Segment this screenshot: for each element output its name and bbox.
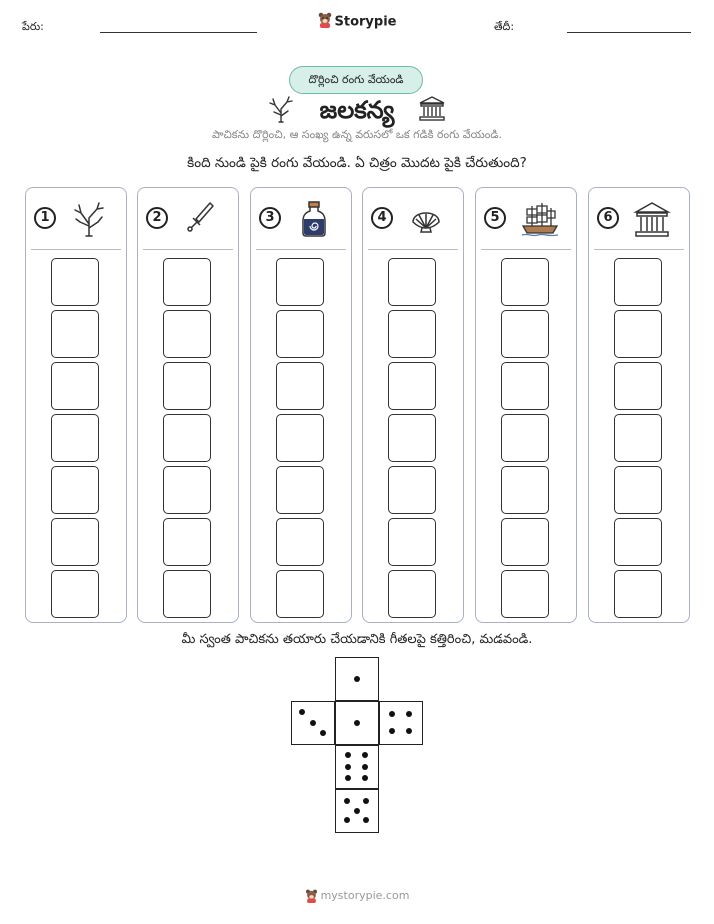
color-box[interactable] bbox=[276, 362, 324, 410]
dice-face-3 bbox=[291, 701, 335, 745]
color-box[interactable] bbox=[388, 258, 436, 306]
color-box[interactable] bbox=[51, 362, 99, 410]
color-box[interactable] bbox=[51, 570, 99, 618]
color-box[interactable] bbox=[501, 310, 549, 358]
dice-net-instruction: మీ స్వంత పాచికను తయారు చేయడానికి గీతలపై కత్తిరించి, మడవండి. bbox=[181, 632, 533, 647]
color-box[interactable] bbox=[501, 466, 549, 514]
dice-pip bbox=[363, 798, 369, 804]
color-box[interactable] bbox=[163, 518, 211, 566]
dice-pip bbox=[363, 817, 369, 823]
color-box[interactable] bbox=[501, 258, 549, 306]
title-temple-icon bbox=[418, 95, 446, 125]
color-box[interactable] bbox=[614, 258, 662, 306]
dice-pip bbox=[354, 720, 360, 726]
color-box[interactable] bbox=[276, 310, 324, 358]
color-box[interactable] bbox=[388, 362, 436, 410]
column-number: 2 bbox=[146, 207, 168, 229]
dice-pip bbox=[345, 752, 351, 758]
color-box[interactable] bbox=[163, 258, 211, 306]
ship-icon bbox=[520, 200, 558, 238]
dice-pip bbox=[299, 709, 305, 715]
color-box[interactable] bbox=[501, 362, 549, 410]
dice-pip bbox=[389, 711, 395, 717]
column-number: 6 bbox=[597, 207, 619, 229]
dice-pip bbox=[406, 711, 412, 717]
name-label: పేరు: bbox=[22, 20, 44, 33]
color-box[interactable] bbox=[614, 362, 662, 410]
color-box[interactable] bbox=[163, 310, 211, 358]
dice-face-1 bbox=[335, 657, 379, 701]
color-box[interactable] bbox=[614, 414, 662, 462]
footer-bear-icon bbox=[305, 889, 318, 903]
color-box[interactable] bbox=[163, 414, 211, 462]
color-box[interactable] bbox=[163, 570, 211, 618]
sword-icon bbox=[182, 200, 220, 238]
color-box[interactable] bbox=[276, 466, 324, 514]
date-label: తేదీ: bbox=[494, 20, 515, 33]
color-box[interactable] bbox=[51, 518, 99, 566]
color-box[interactable] bbox=[388, 570, 436, 618]
column-4 bbox=[362, 187, 464, 623]
column-number: 1 bbox=[34, 207, 56, 229]
color-box[interactable] bbox=[388, 518, 436, 566]
column-6 bbox=[588, 187, 690, 623]
color-box[interactable] bbox=[388, 466, 436, 514]
brand-name: Storypie bbox=[334, 14, 397, 30]
column-number: 3 bbox=[259, 207, 281, 229]
potion-bottle-icon bbox=[295, 200, 333, 238]
instruction-text: కింది నుండి పైకి రంగు వేయండి. ఏ చిత్రం మొదట పైకి చేరుతుంది? bbox=[187, 155, 527, 171]
column-divider bbox=[143, 249, 233, 250]
color-box[interactable] bbox=[614, 518, 662, 566]
dice-pip bbox=[362, 752, 368, 758]
column-2 bbox=[137, 187, 239, 623]
bear-logo-icon bbox=[318, 12, 332, 32]
dice-pip bbox=[354, 676, 360, 682]
color-box[interactable] bbox=[388, 414, 436, 462]
column-5 bbox=[475, 187, 577, 623]
dice-pip bbox=[389, 728, 395, 734]
dice-pip bbox=[310, 720, 316, 726]
column-divider bbox=[368, 249, 458, 250]
page-title: జలకన్య bbox=[319, 96, 395, 124]
color-box[interactable] bbox=[614, 570, 662, 618]
dice-pip bbox=[344, 817, 350, 823]
dice-pip bbox=[362, 775, 368, 781]
dice-pip bbox=[320, 730, 326, 736]
color-box[interactable] bbox=[51, 310, 99, 358]
seashell-icon bbox=[407, 200, 445, 238]
footer-url[interactable]: mystorypie.com bbox=[320, 889, 410, 902]
column-1 bbox=[25, 187, 127, 623]
color-box[interactable] bbox=[276, 258, 324, 306]
dice-pip bbox=[345, 775, 351, 781]
color-box[interactable] bbox=[51, 414, 99, 462]
dice-face-1 bbox=[335, 701, 379, 745]
color-box[interactable] bbox=[51, 258, 99, 306]
color-box[interactable] bbox=[614, 310, 662, 358]
temple-icon bbox=[633, 200, 671, 238]
subtitle: పాచికను దొర్లించి, ఆ సంఖ్య ఉన్న వరుసలో ఒక గడికి రంగు వేయండి. bbox=[212, 128, 502, 141]
brand-logo bbox=[0, 12, 714, 32]
color-box[interactable] bbox=[276, 414, 324, 462]
column-divider bbox=[256, 249, 346, 250]
column-number: 5 bbox=[484, 207, 506, 229]
color-box[interactable] bbox=[51, 466, 99, 514]
dice-face-4 bbox=[379, 701, 423, 745]
activity-badge: దొర్లించి రంగు వేయండి bbox=[289, 66, 423, 94]
column-divider bbox=[481, 249, 571, 250]
dice-pip bbox=[344, 798, 350, 804]
color-box[interactable] bbox=[501, 414, 549, 462]
color-box[interactable] bbox=[388, 310, 436, 358]
column-divider bbox=[31, 249, 121, 250]
color-box[interactable] bbox=[276, 518, 324, 566]
column-divider bbox=[594, 249, 684, 250]
dice-face-5 bbox=[335, 789, 379, 833]
name-line[interactable] bbox=[100, 32, 257, 33]
column-number: 4 bbox=[371, 207, 393, 229]
coral-icon bbox=[70, 200, 108, 238]
footer bbox=[0, 889, 714, 903]
date-line[interactable] bbox=[567, 32, 691, 33]
color-box[interactable] bbox=[614, 466, 662, 514]
dice-pip bbox=[362, 764, 368, 770]
color-box[interactable] bbox=[276, 570, 324, 618]
dice-pip bbox=[345, 764, 351, 770]
color-box[interactable] bbox=[163, 362, 211, 410]
color-box[interactable] bbox=[501, 518, 549, 566]
color-box[interactable] bbox=[501, 570, 549, 618]
color-box[interactable] bbox=[163, 466, 211, 514]
column-3 bbox=[250, 187, 352, 623]
dice-face-6 bbox=[335, 745, 379, 789]
dice-pip bbox=[406, 728, 412, 734]
dice-pip bbox=[354, 808, 360, 814]
